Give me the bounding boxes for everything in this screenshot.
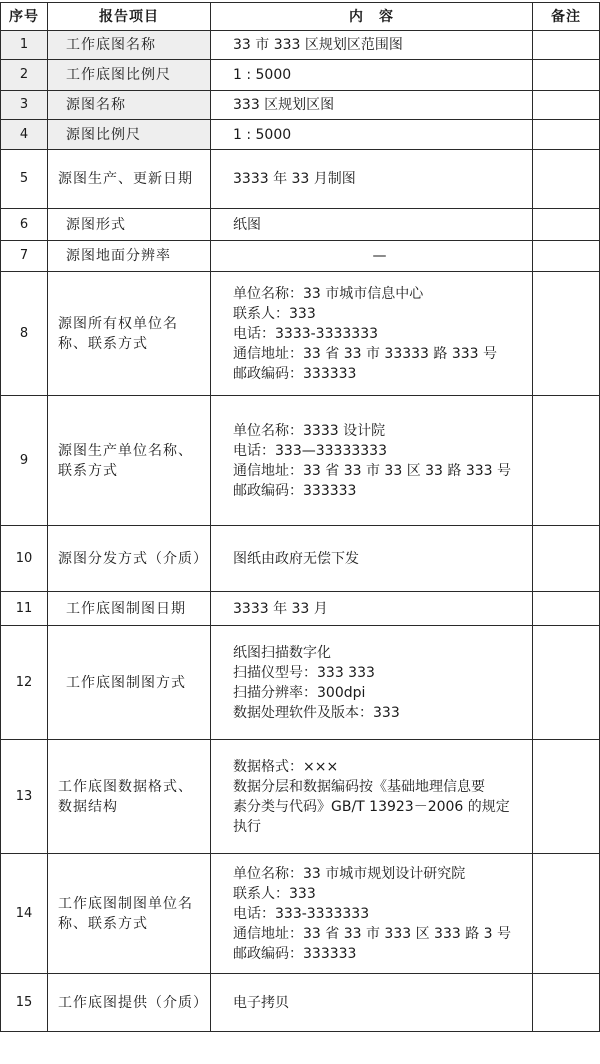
table-row: [1, 150, 600, 209]
table-row: [1, 974, 600, 1032]
report-item: 工作底图制图单位名称、联系方式: [48, 854, 211, 974]
report-item: 源图生产单位名称、联系方式: [48, 396, 211, 526]
content-line: 333 区规划区图: [233, 97, 335, 113]
content-line: 电话：333—33333333: [233, 442, 387, 459]
table-row: [1, 209, 600, 241]
row-number: 4: [1, 120, 48, 150]
content-cell: [211, 150, 533, 209]
content-line: 扫描仪型号：333 333: [233, 664, 375, 681]
row-number: 10: [1, 526, 48, 592]
note-cell: [533, 91, 600, 120]
content-line: 纸图扫描数字化: [233, 644, 331, 661]
note-cell: [533, 209, 600, 241]
row-number: 7: [1, 241, 48, 272]
header-content: 内 容: [211, 3, 533, 31]
content-line: 邮政编码：333333: [233, 482, 357, 499]
row-number: 5: [1, 150, 48, 209]
table-row: [1, 91, 600, 120]
report-item: 工作底图提供（介质）: [48, 974, 211, 1032]
note-cell: [533, 740, 600, 854]
content-line: 数据格式：×××: [233, 758, 339, 775]
row-number: 1: [1, 31, 48, 60]
content-line: 1 : 5000: [233, 126, 292, 143]
row-number: 8: [1, 272, 48, 396]
note-cell: [533, 396, 600, 526]
report-item: 源图地面分辨率: [48, 241, 211, 272]
content-cell: [211, 626, 533, 740]
table-row: [1, 854, 600, 974]
content-cell: [211, 120, 533, 150]
content-line: 单位名称：33 市城市规划设计研究院: [233, 865, 466, 882]
content-line: 单位名称：3333 设计院: [233, 422, 386, 439]
content-line: 电话：3333-3333333: [233, 325, 379, 342]
content-line: 联系人：333: [233, 885, 316, 902]
content-line: 单位名称：33 市城市信息中心: [233, 285, 424, 302]
report-item: 工作底图名称: [48, 31, 211, 60]
table-row: [1, 120, 600, 150]
note-cell: [533, 60, 600, 91]
row-number: 9: [1, 396, 48, 526]
report-item: 源图所有权单位名称、联系方式: [48, 272, 211, 396]
note-cell: [533, 526, 600, 592]
table-row: [1, 592, 600, 626]
content-cell: [211, 31, 533, 60]
content-cell: [211, 209, 533, 241]
table-row: [1, 396, 600, 526]
note-cell: [533, 626, 600, 740]
table-row: [1, 626, 600, 740]
content-line: 通信地址：33 省 33 市 33333 路 333 号: [233, 345, 498, 362]
content-line: 扫描分辨率：300dpi: [233, 684, 366, 701]
content-line: 数据处理软件及版本：333: [233, 704, 400, 721]
header-seq: 序号: [1, 3, 48, 31]
table-row: [1, 60, 600, 91]
note-cell: [533, 120, 600, 150]
note-cell: [533, 272, 600, 396]
report-table: [0, 2, 600, 1032]
note-cell: [533, 241, 600, 272]
header-row: [1, 3, 600, 31]
row-number: 6: [1, 209, 48, 241]
row-number: 13: [1, 740, 48, 854]
report-item: 源图形式: [48, 209, 211, 241]
content-cell: [211, 974, 533, 1032]
table-row: [1, 31, 600, 60]
report-item: 源图生产、更新日期: [48, 150, 211, 209]
content-cell: [211, 526, 533, 592]
row-number: 3: [1, 91, 48, 120]
content-line: 电子拷贝: [233, 994, 289, 1011]
content-cell: [211, 396, 533, 526]
report-item: 工作底图数据格式、数据结构: [48, 740, 211, 854]
row-number: 14: [1, 854, 48, 974]
content-line: 通信地址：33 省 33 市 33 区 33 路 333 号: [233, 462, 512, 479]
content-cell: [211, 91, 533, 120]
content-line: 33 市 333 区规划区范围图: [233, 37, 403, 53]
table-row: [1, 526, 600, 592]
note-cell: [533, 974, 600, 1032]
header-item: 报告项目: [48, 3, 211, 31]
content-line: 通信地址：33 省 33 市 333 区 333 路 3 号: [233, 925, 512, 942]
note-cell: [533, 592, 600, 626]
content-line: 数据分层和数据编码按《基础地理信息要: [233, 778, 485, 795]
content-line: 图纸由政府无偿下发: [233, 550, 359, 567]
report-item: 工作底图制图日期: [48, 592, 211, 626]
content-line: 电话：333-3333333: [233, 905, 370, 922]
table-row: [1, 272, 600, 396]
content-line: 执行: [233, 818, 261, 835]
content-line: 联系人：333: [233, 305, 316, 322]
content-line: 3333 年 33 月制图: [233, 171, 356, 187]
content-line: 素分类与代码》GB/T 13923－2006 的规定: [233, 798, 510, 815]
content-line: 1 : 5000: [233, 67, 292, 83]
row-number: 2: [1, 60, 48, 91]
report-item: 源图比例尺: [48, 120, 211, 150]
content-cell: [211, 854, 533, 974]
content-cell: [211, 241, 533, 272]
content-cell: [211, 60, 533, 91]
content-line: 纸图: [233, 216, 261, 233]
row-number: 11: [1, 592, 48, 626]
content-cell: [211, 740, 533, 854]
note-cell: [533, 31, 600, 60]
report-item: 源图名称: [48, 91, 211, 120]
note-cell: [533, 150, 600, 209]
content-line: 邮政编码：333333: [233, 945, 357, 962]
report-item: 工作底图制图方式: [48, 626, 211, 740]
note-cell: [533, 854, 600, 974]
report-item: 工作底图比例尺: [48, 60, 211, 91]
table-row: [1, 241, 600, 272]
content-cell: [211, 592, 533, 626]
table-row: [1, 740, 600, 854]
content-cell: [211, 272, 533, 396]
content-line: 3333 年 33 月: [233, 600, 328, 617]
row-number: 12: [1, 626, 48, 740]
content-line: —: [372, 248, 387, 264]
report-item: 源图分发方式（介质）: [48, 526, 211, 592]
row-number: 15: [1, 974, 48, 1032]
content-line: 邮政编码：333333: [233, 365, 357, 382]
header-note: 备注: [533, 3, 600, 31]
